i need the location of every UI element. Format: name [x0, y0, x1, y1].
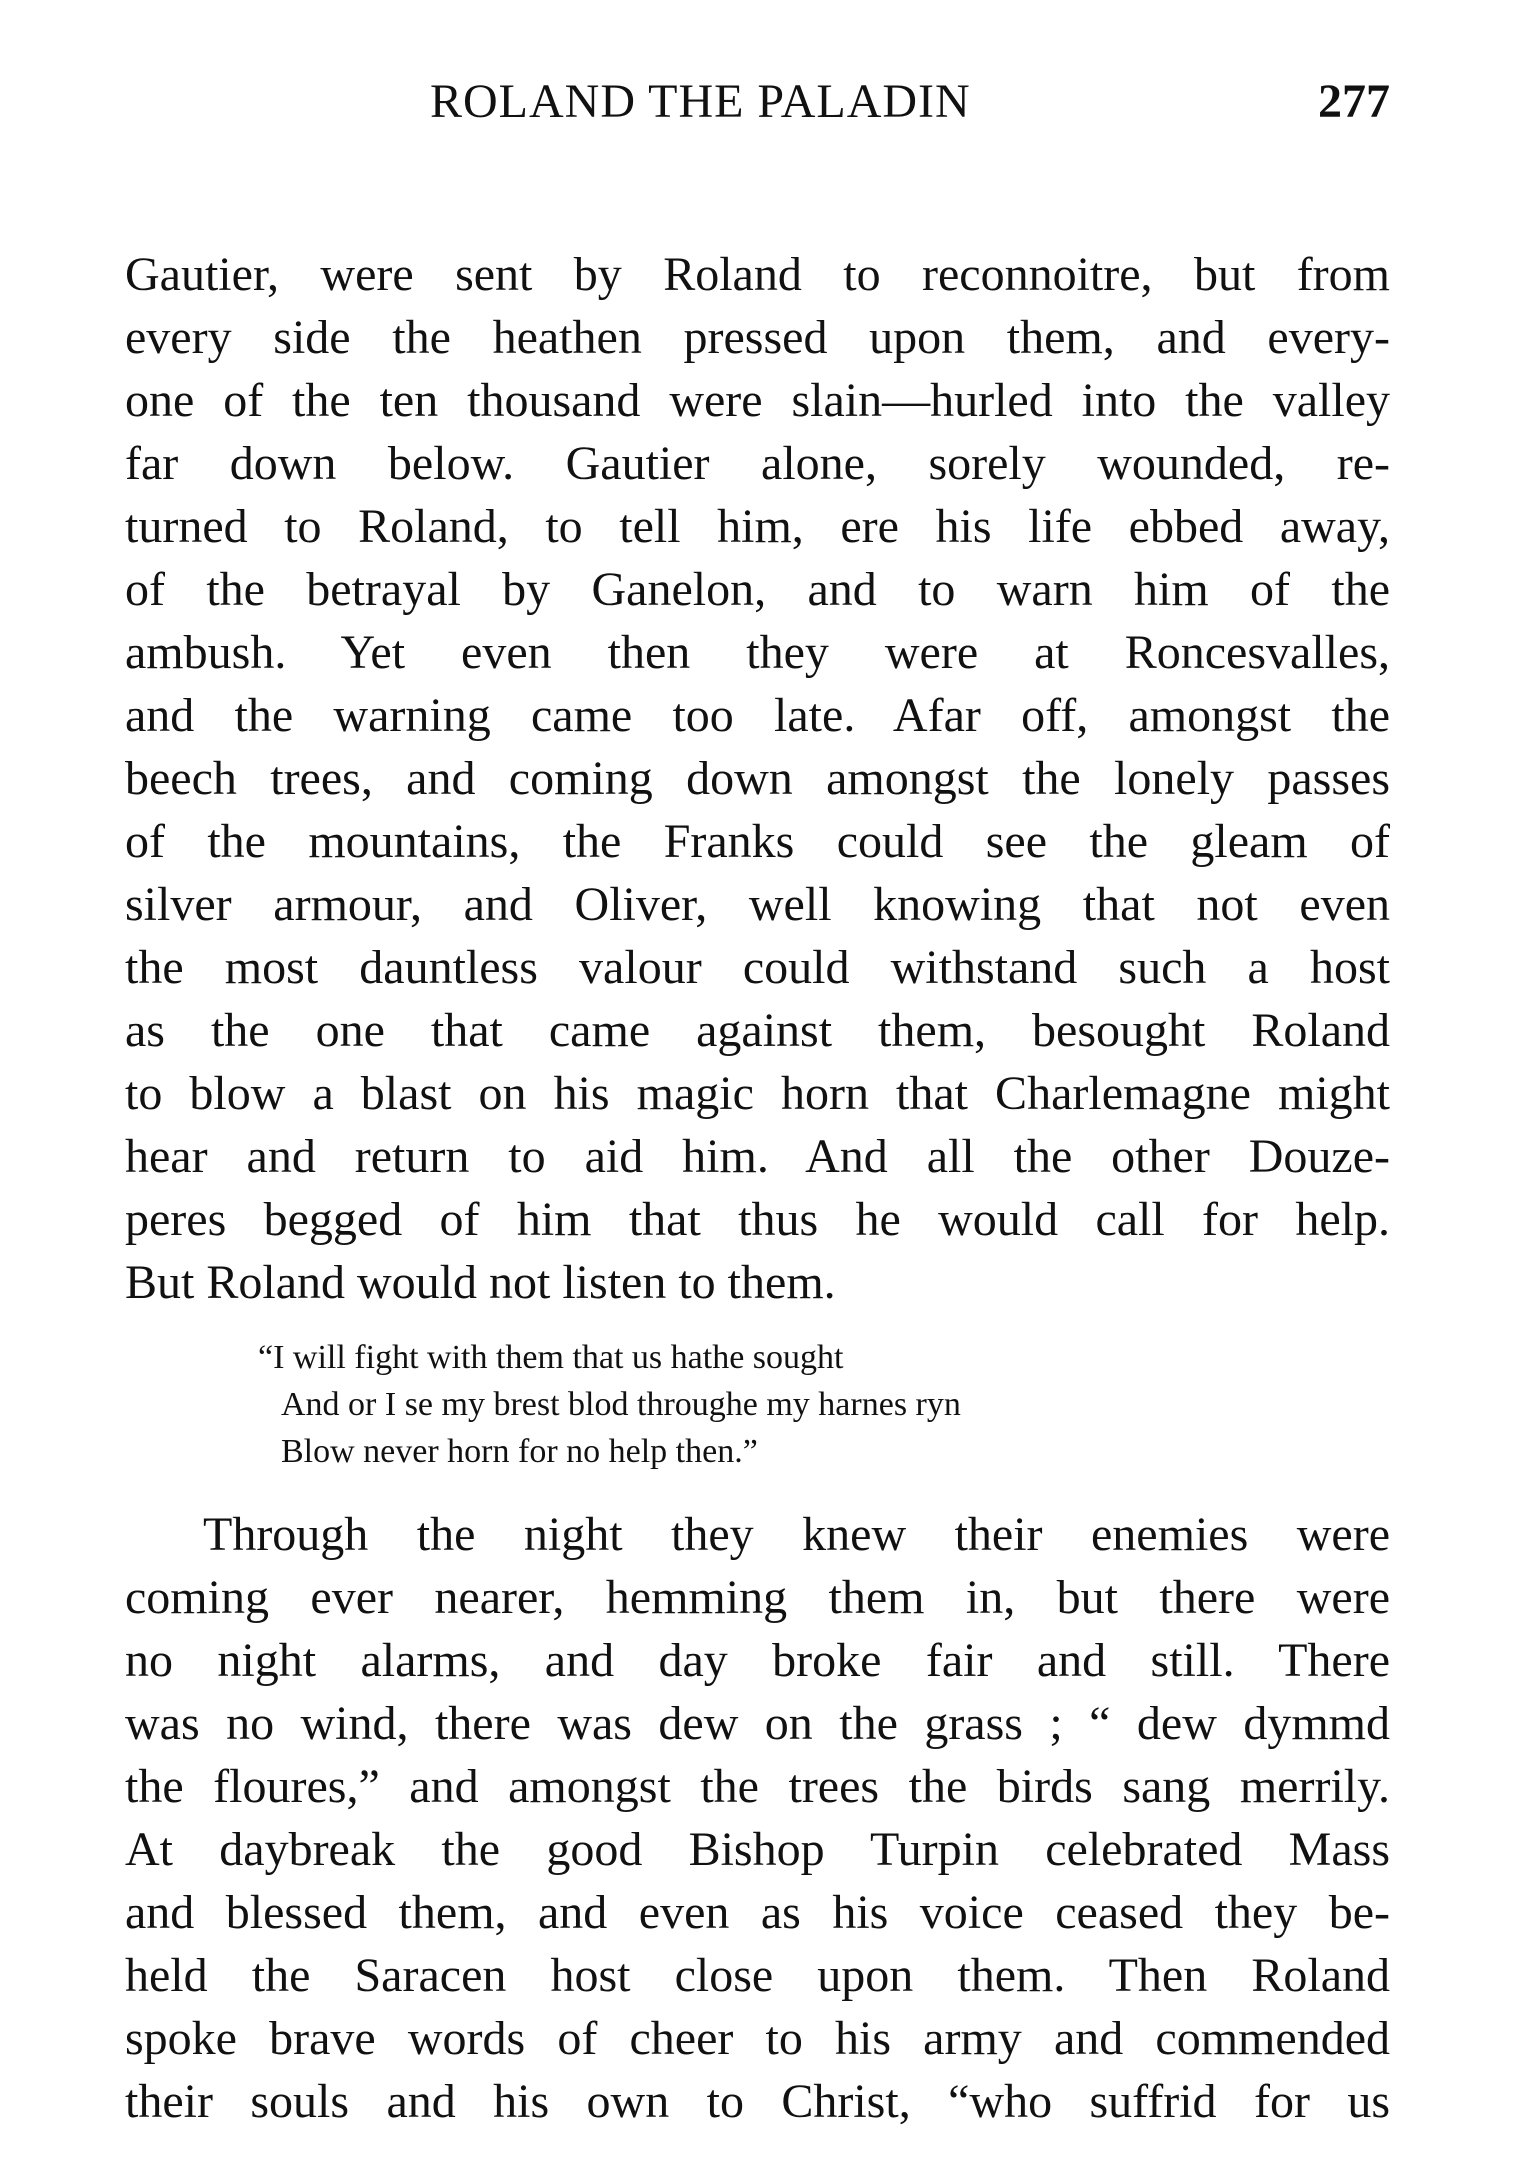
text-line: turned to Roland, to tell him, ere his life ebbed away, — [125, 500, 1390, 553]
verse-line: Blow never horn for no help then.” — [281, 1433, 758, 1470]
text-line: the floures,” and amongst the trees the birds sang merrily. — [125, 1760, 1390, 1813]
text-line: held the Saracen host close upon them. Then Roland — [125, 1949, 1390, 2002]
text-line: the most dauntless valour could withstand such a host — [125, 941, 1390, 994]
text-line: But Roland would not listen to them. — [125, 1256, 836, 1309]
page-number: 277 — [1318, 75, 1390, 128]
text-line: spoke brave words of cheer to his army and commended — [125, 2012, 1390, 2065]
text-line: silver armour, and Oliver, well knowing that not even — [125, 878, 1390, 931]
text-line: beech trees, and coming down amongst the lonely passes — [125, 752, 1390, 805]
text-line: of the betrayal by Ganelon, and to warn him of the — [125, 563, 1390, 616]
text-line: At daybreak the good Bishop Turpin celebrated Mass — [125, 1823, 1390, 1876]
text-line: and blessed them, and even as his voice ceased they be- — [125, 1886, 1390, 1939]
text-line: of the mountains, the Franks could see the gleam of — [125, 815, 1390, 868]
verse-line: “I will fight with them that us hathe sought — [258, 1339, 844, 1376]
text-line: no night alarms, and day broke fair and still. There — [125, 1634, 1390, 1687]
text-line: far down below. Gautier alone, sorely wounded, re- — [125, 437, 1390, 490]
text-line: Gautier, were sent by Roland to reconnoitre, but from — [125, 248, 1390, 301]
text-line: and the warning came too late. Afar off, amongst the — [125, 689, 1390, 742]
text-line: every side the heathen pressed upon them, and every- — [125, 311, 1390, 364]
text-line: peres begged of him that thus he would call for help. — [125, 1193, 1390, 1246]
paragraph-2 — [125, 1503, 1390, 2133]
text-line: one of the ten thousand were slain—hurled into the valley — [125, 374, 1390, 427]
text-line: Through the night they knew their enemies were — [203, 1508, 1390, 1561]
verse-quotation — [258, 1334, 1390, 1475]
paragraph-1 — [125, 243, 1390, 1314]
running-title: ROLAND THE PALADIN — [430, 75, 971, 128]
text-line: ambush. Yet even then they were at Roncesvalles, — [125, 626, 1390, 679]
page-header — [125, 70, 1390, 150]
text-line: coming ever nearer, hemming them in, but there were — [125, 1571, 1390, 1624]
book-page — [125, 70, 1390, 2133]
verse-line: And or I se my brest blod throughe my harnes ryn — [281, 1386, 961, 1423]
text-line: was no wind, there was dew on the grass ; “ dew dymmd — [125, 1697, 1390, 1750]
text-line: to blow a blast on his magic horn that Charlemagne might — [125, 1067, 1390, 1120]
text-line: hear and return to aid him. And all the other Douze- — [125, 1130, 1390, 1183]
text-line: as the one that came against them, besought Roland — [125, 1004, 1390, 1057]
text-line: their souls and his own to Christ, “who suffrid for us — [125, 2075, 1390, 2128]
